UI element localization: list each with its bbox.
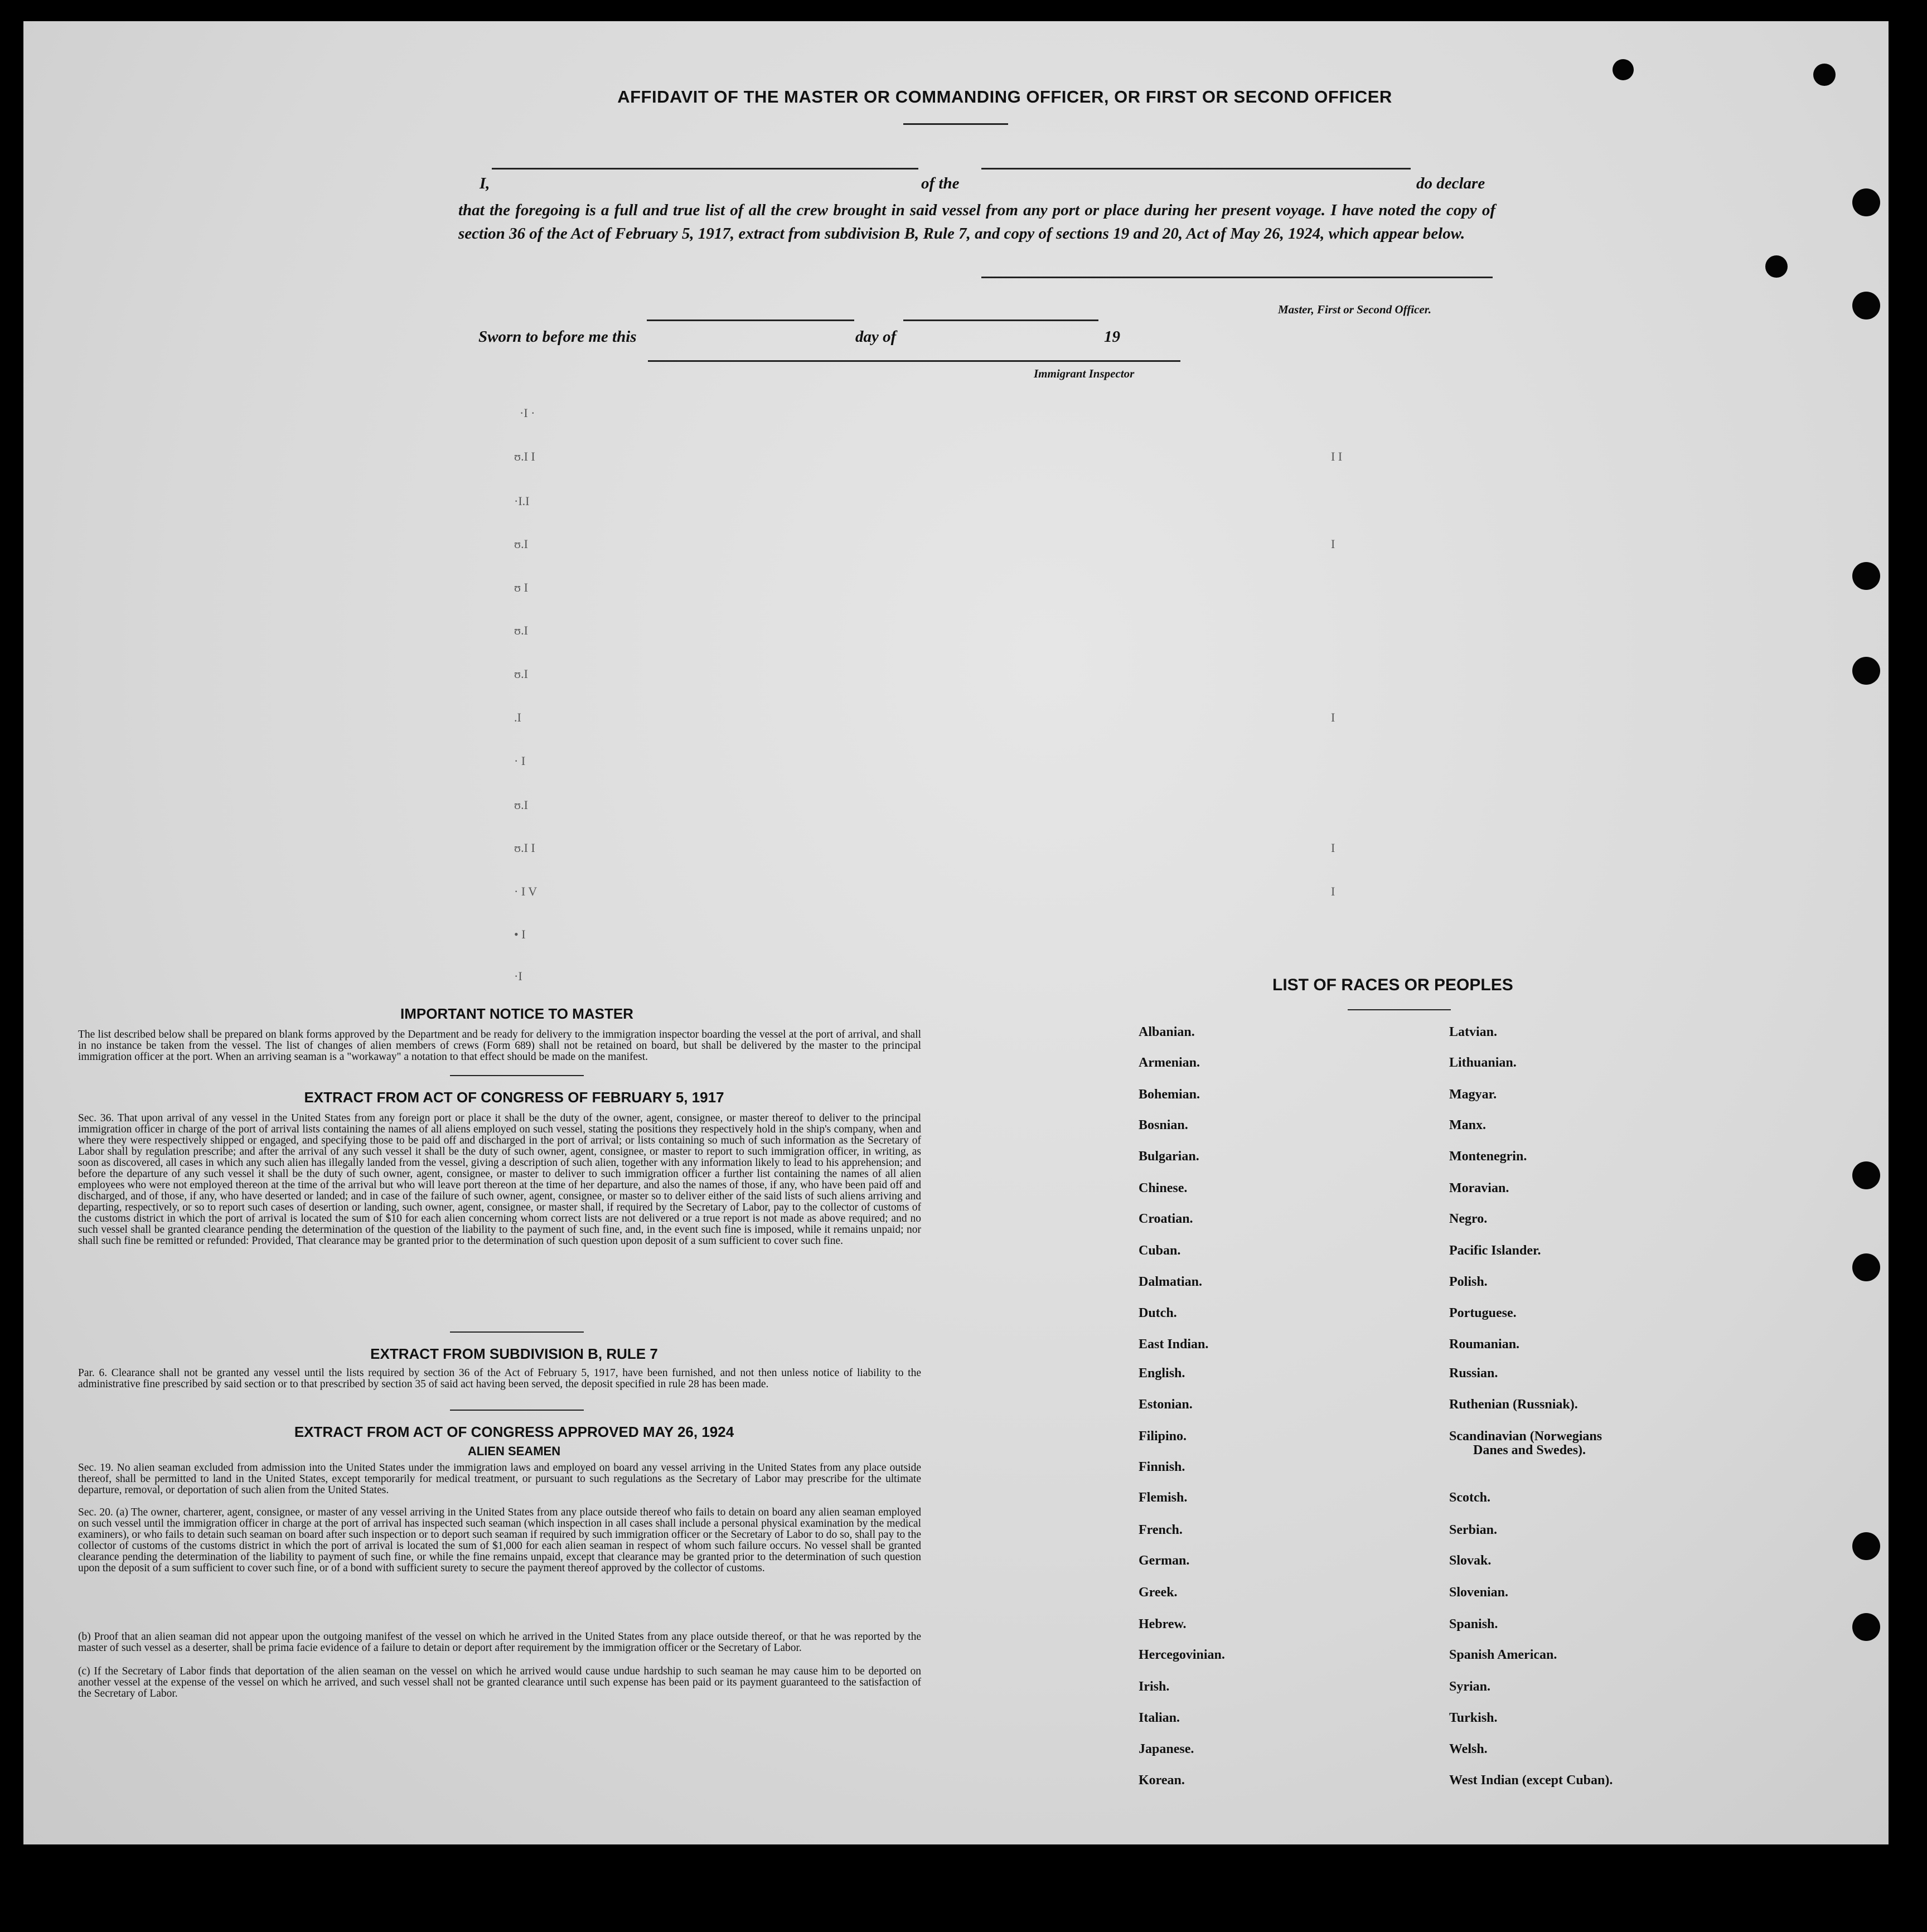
race-item: Armenian.: [1139, 1055, 1200, 1070]
punch-hole: [1852, 292, 1880, 319]
race-item: Polish.: [1449, 1275, 1488, 1289]
punch-hole: [1613, 59, 1634, 80]
extract-1924-heading: EXTRACT FROM ACT OF CONGRESS APPROVED MAY 26, 1924: [294, 1423, 734, 1440]
sworn-day-field[interactable]: [647, 319, 854, 321]
faint-mark: I: [1331, 884, 1335, 898]
race-item: English.: [1139, 1366, 1185, 1381]
affidavit-body: that the foregoing is a full and true list of all the crew brought in said vessel from any port or place during her present voyage. I have noted the copy of section 36 of the Act of February 5, 1917, extract from subdivision B, Rule 7, and copy of sections 19 and 20, Act of May 26, 1924, which appear below.: [458, 201, 1495, 243]
race-item: Japanese.: [1139, 1742, 1194, 1756]
race-item: Dutch.: [1139, 1306, 1177, 1320]
race-item: Spanish.: [1449, 1617, 1498, 1631]
race-item: Bosnian.: [1139, 1118, 1188, 1132]
faint-mark: ʊ.I: [514, 623, 528, 637]
sworn-label: Sworn to before me this: [478, 328, 637, 346]
page-title: AFFIDAVIT OF THE MASTER OR COMMANDING OFFICER, OR FIRST OR SECOND OFFICER: [617, 87, 1392, 106]
inspector-signature-line[interactable]: [648, 360, 1180, 362]
race-item: Spanish American.: [1449, 1648, 1557, 1662]
notice-heading: IMPORTANT NOTICE TO MASTER: [400, 1005, 633, 1022]
race-item: Ruthenian (Russniak).: [1449, 1397, 1578, 1412]
race-item: Montenegrin.: [1449, 1149, 1527, 1164]
race-item: Latvian.: [1449, 1025, 1498, 1039]
race-item: East Indian.: [1139, 1337, 1209, 1352]
punch-hole: [1852, 1532, 1880, 1560]
race-item: Scandinavian (Norwegians: [1449, 1429, 1602, 1444]
faint-mark: I: [1331, 841, 1335, 855]
affidavit-i-label: I,: [480, 175, 490, 192]
faint-mark: I: [1331, 710, 1335, 724]
faint-mark: ʊ.I: [514, 667, 528, 681]
race-item: French.: [1139, 1523, 1183, 1537]
extract-rule7-heading: EXTRACT FROM SUBDIVISION B, RULE 7: [370, 1345, 658, 1362]
race-item: Pacific Islander.: [1449, 1243, 1541, 1258]
race-item: Hebrew.: [1139, 1617, 1187, 1631]
extract-1917-heading: EXTRACT FROM ACT OF CONGRESS OF FEBRUARY 5, 1917: [304, 1089, 724, 1106]
faint-mark: I I: [1331, 449, 1343, 463]
affidavit-name-field[interactable]: [492, 168, 918, 170]
race-item: Korean.: [1139, 1773, 1185, 1788]
race-item: Estonian.: [1139, 1397, 1193, 1412]
races-heading-underline: [1348, 1009, 1451, 1010]
extract-1924-sec20a: Sec. 20. (a) The owner, charterer, agent, consignee, or master of any vessel arriving in the United States from any place outside thereof who fails to detain on board any alien seaman employed on such vessel until the immigration officer in charge at the port of arrival has inspected such seaman (which inspection in all cases shall include a personal physical examination by the medical examiners), or who fails to detain such seaman on board after such inspection or to deport such seaman if required by such immigration officer or the Secretary of Labor to do so, shall pay to the collector of customs of the customs district in which the port of arrival is located the sum of $1,000 for each alien seaman in respect of whom such failure occurs. No vessel shall be granted clearance pending the determination of the liability to payment of such fine, or while the fine remains unpaid, except that clearance may be granted prior to the determination of such question upon the deposit of a sum sufficient to cover such fine, or of a bond with sufficient surety to secure the payment thereof approved by the collector of customs.: [78, 1507, 921, 1574]
race-item: Lithuanian.: [1449, 1055, 1517, 1070]
race-item: Danes and Swedes).: [1473, 1443, 1586, 1458]
section-divider: [450, 1075, 584, 1076]
sworn-month-field[interactable]: [903, 319, 1098, 321]
punch-hole: [1852, 1253, 1880, 1281]
race-item: Magyar.: [1449, 1087, 1497, 1102]
race-item: Albanian.: [1139, 1025, 1195, 1039]
race-item: Manx.: [1449, 1118, 1486, 1132]
extract-1924-sec20c: (c) If the Secretary of Labor finds that deportation of the alien seaman on the vessel on which he arrived would cause undue hardship to such seaman he may cause him to be deported on another vessel at the expense of the vessel on which he arrived, and such vessel shall not be granted clearance until such expense has been paid or its payment guaranteed to the satisfaction of the Secretary of Labor.: [78, 1665, 921, 1699]
race-item: Syrian.: [1449, 1679, 1491, 1694]
faint-mark: ʊ.I I: [514, 449, 535, 463]
day-of-label: day of: [855, 328, 897, 346]
faint-mark: ʊ.I: [514, 798, 528, 812]
section-divider: [450, 1410, 584, 1411]
master-signature-line[interactable]: [981, 277, 1493, 278]
race-item: Italian.: [1139, 1711, 1180, 1725]
race-item: Finnish.: [1139, 1460, 1185, 1474]
alien-seamen-subheading: ALIEN SEAMEN: [467, 1444, 561, 1458]
title-underline: [903, 123, 1008, 125]
race-item: Scotch.: [1449, 1490, 1490, 1505]
race-item: Irish.: [1139, 1679, 1170, 1694]
year-prefix: 19: [1104, 328, 1120, 346]
punch-hole: [1813, 64, 1836, 86]
race-item: Slovenian.: [1449, 1585, 1509, 1600]
race-item: Slovak.: [1449, 1553, 1492, 1568]
race-item: Dalmatian.: [1139, 1275, 1202, 1289]
punch-hole: [1852, 657, 1880, 685]
faint-mark: ·I ·: [520, 406, 535, 420]
affidavit-declare-label: do declare: [1416, 175, 1485, 192]
extract-rule7-text: Par. 6. Clearance shall not be granted any vessel until the lists required by section 36 of the Act of February 5, 1917, have been furnished, and not then unless notice of liability to the administrative fine prescribed by said section or to that prescribed by section 35 of said act having been served, the deposit specified in rule 28 has been made.: [78, 1367, 921, 1390]
faint-mark: I: [1331, 537, 1335, 551]
race-item: Welsh.: [1449, 1742, 1488, 1756]
inspector-caption: Immigrant Inspector: [1034, 367, 1135, 380]
race-item: Greek.: [1139, 1585, 1178, 1600]
race-item: Russian.: [1449, 1366, 1498, 1381]
faint-mark: ʊ I: [514, 580, 528, 594]
race-item: Flemish.: [1139, 1490, 1188, 1505]
races-heading: LIST OF RACES OR PEOPLES: [1272, 976, 1513, 994]
master-caption: Master, First or Second Officer.: [1278, 303, 1431, 316]
faint-mark: ·I.I: [514, 494, 530, 508]
punch-hole: [1852, 1161, 1880, 1189]
race-item: Cuban.: [1139, 1243, 1181, 1258]
extract-1924-sec20b: (b) Proof that an alien seaman did not appear upon the outgoing manifest of the vessel on which he arrived in the United States from any place outside thereof, or that he was reported by the master of such vessel as a deserter, shall be prima facie evidence of a failure to detain or deport after requirement by the immigration officer or the Secretary of Labor.: [78, 1631, 921, 1654]
punch-hole: [1852, 188, 1880, 216]
race-item: Chinese.: [1139, 1181, 1188, 1195]
extract-1924-sec19: Sec. 19. No alien seaman excluded from admission into the United States under the immigration laws and employed on board any vessel arriving in the United States from any place outside thereof, shall be permitted to land in the United States, except temporarily for medical treatment, or pursuant to such regulations as the Secretary of Labor may prescribe for the ultimate departure, removal, or deportation of such alien from the United States.: [78, 1462, 921, 1496]
race-item: Bulgarian.: [1139, 1149, 1199, 1164]
race-item: Filipino.: [1139, 1429, 1187, 1444]
race-item: Serbian.: [1449, 1523, 1498, 1537]
section-divider: [450, 1331, 584, 1333]
punch-hole: [1852, 1613, 1880, 1641]
punch-hole: [1765, 255, 1788, 278]
faint-mark: ·I: [514, 969, 522, 983]
affidavit-of-the-label: of the: [921, 175, 960, 192]
race-item: Moravian.: [1449, 1181, 1509, 1195]
race-item: Turkish.: [1449, 1711, 1498, 1725]
affidavit-vessel-field[interactable]: [981, 168, 1411, 170]
race-item: Portuguese.: [1449, 1306, 1517, 1320]
race-item: Negro.: [1449, 1212, 1488, 1226]
faint-mark: ʊ.I: [514, 537, 528, 551]
faint-mark: ʊ.I I: [514, 841, 535, 855]
race-item: West Indian (except Cuban).: [1449, 1773, 1613, 1788]
notice-text: The list described below shall be prepared on blank forms approved by the Department and be ready for delivery to the immigration inspector boarding the vessel at the port of arrival, and shall in no instance be taken from the vessel. The list of changes of alien members of crews (Form 689) shall not be retained on board, but shall be delivered by the master to the principal immigration officer at the port. When an arriving seaman is a "workaway" a notation to that effect should be made on the manifest.: [78, 1029, 921, 1063]
punch-hole: [1852, 562, 1880, 590]
race-item: Bohemian.: [1139, 1087, 1200, 1102]
faint-mark: .I: [514, 710, 521, 724]
form-page: [23, 21, 1889, 1844]
race-item: Roumanian.: [1449, 1337, 1520, 1352]
faint-mark: · I: [514, 754, 526, 768]
race-item: Croatian.: [1139, 1212, 1193, 1226]
extract-1917-text: Sec. 36. That upon arrival of any vessel in the United States from any foreign port or place it shall be the duty of the owner, agent, consignee, or master thereof to deliver to the principal immigration officer in charge of the port of arrival lists containing the names of all aliens employed on such vessel, stating the positions they respectively hold in the ship's company, when and where they were respectively shipped or engaged, and specifying those to be paid off and discharged in the port of arrival; or lists containing so much of such information as the Secretary of Labor shall by regulation prescribe; and after the arrival of any such vessel it shall be the duty of such owner, agent, consignee, or master to report to such immigration officer, in writing, as soon as discovered, all cases in which any such alien has illegally landed from the vessel, giving a description of such alien, together with any information likely to lead to his apprehension; and before the departure of any such vessel it shall be the duty of such owner, agent, consignee, or master to deliver to such immigration officer a further list containing the names of all alien employees who were not employed thereon at the time of the arrival but who will leave port thereon at the time of her departure, and also the names of those, if any, who have been paid off and discharged, and of those, if any, who have deserted or landed; and in case of the failure of such owner, agent, consignee, or master so to deliver either of the said lists of such aliens arriving and departing, respectively, or so to report such cases of desertion or landing, such owner, agent, consignee, or master shall, if required by the Secretary of Labor, pay to the collector of customs of the customs district in which the port of arrival is located the sum of $10 for each alien concerning whom correct lists are not delivered or a true report is not made as above required; and no such vessel shall be granted clearance pending the determination of the question of the liability to the payment of such fine, and, in the event such fine is imposed, while it remains unpaid; nor shall such fine be remitted or refunded: Provided, That clearance may be granted prior to the determination of such question upon deposit of a sum sufficient to cover such fine.: [78, 1112, 921, 1247]
race-item: Hercegovinian.: [1139, 1648, 1225, 1662]
race-item: German.: [1139, 1553, 1190, 1568]
faint-mark: • I: [514, 927, 526, 941]
faint-mark: · I V: [514, 884, 538, 898]
